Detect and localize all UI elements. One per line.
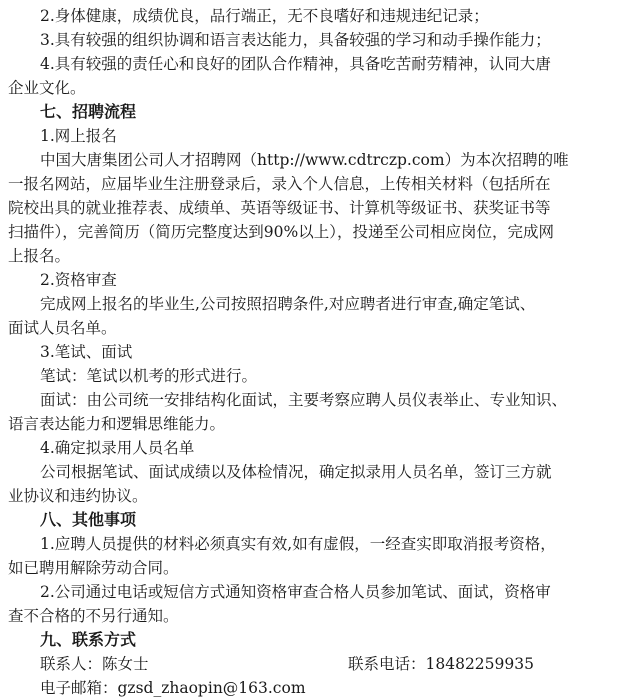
section-heading-contact: 九、联系方式 [40,630,137,649]
requirement-item-2: 2.身体健康，成绩优良，品行端正，无不良嗜好和违规违纪记录； [40,7,489,25]
contact-email: 电子邮箱：gzsd_zhaopin@163.com [40,679,306,697]
other-item-1-line-1: 1.应聘人员提供的材料必须真实有效,如有虚假，一经查实即取消报考资格， [40,535,556,553]
requirement-item-4-line-2: 企业文化。 [8,79,86,97]
process-step-2-line-2: 面试人员名单。 [8,319,117,337]
process-step-4-title: 4.确定拟录用人员名单 [40,439,195,457]
section-heading-other: 八、其他事项 [40,510,137,529]
process-step-1-line-3: 院校出具的就业推荐表、成绩单、英语等级证书、计算机等级证书、获奖证书等 [8,199,551,217]
section-heading-process: 七、招聘流程 [40,102,137,121]
contact-phone: 联系电话：18482259935 [348,655,534,673]
contact-person: 联系人：陈女士 [40,655,149,673]
process-step-1-line-4: 扫描件），完善简历（简历完整度达到90%以上），投递至公司相应岗位，完成网 [8,223,554,241]
process-step-1-line-5: 上报名。 [8,247,71,265]
process-step-2-title: 2.资格审查 [40,271,117,289]
other-item-2-line-2: 查不合格的不另行通知。 [8,607,179,625]
process-step-4-line-1: 公司根据笔试、面试成绩以及体检情况，确定拟录用人员名单，签订三方就 [40,463,552,481]
process-step-1-line-2: 一报名网站，应届毕业生注册登录后，录入个人信息，上传相关材料（包括所在 [8,175,551,193]
other-item-2-line-1: 2.公司通过电话或短信方式通知资格审查合格人员参加笔试、面试，资格审 [40,583,551,601]
contact-row [8,652,633,676]
process-step-3-line-3: 语言表达能力和逻辑思维能力。 [8,415,226,433]
process-step-1-title: 1.网上报名 [40,127,117,145]
requirement-item-4-line-1: 4.具有较强的责任心和良好的团队合作精神，具备吃苦耐劳精神，认同大唐 [40,55,551,73]
process-step-3-line-2: 面试：由公司统一安排结构化面试，主要考察应聘人员仪表举止、专业知识、 [40,391,568,409]
process-step-2-line-1: 完成网上报名的毕业生,公司按照招聘条件,对应聘者进行审查,确定笔试、 [40,295,536,313]
process-step-3-title: 3.笔试、面试 [40,343,133,361]
process-step-1-line-1: 中国大唐集团公司人才招聘网（http://www.cdtrczp.com）为本次招聘的唯 [40,151,569,169]
process-step-3-line-1: 笔试：笔试以机考的形式进行。 [40,367,258,385]
requirement-item-3: 3.具有较强的组织协调和语言表达能力，具备较强的学习和动手操作能力； [40,31,551,49]
process-step-4-line-2: 业协议和违约协议。 [8,487,148,505]
other-item-1-line-2: 如已聘用解除劳动合同。 [8,559,179,577]
